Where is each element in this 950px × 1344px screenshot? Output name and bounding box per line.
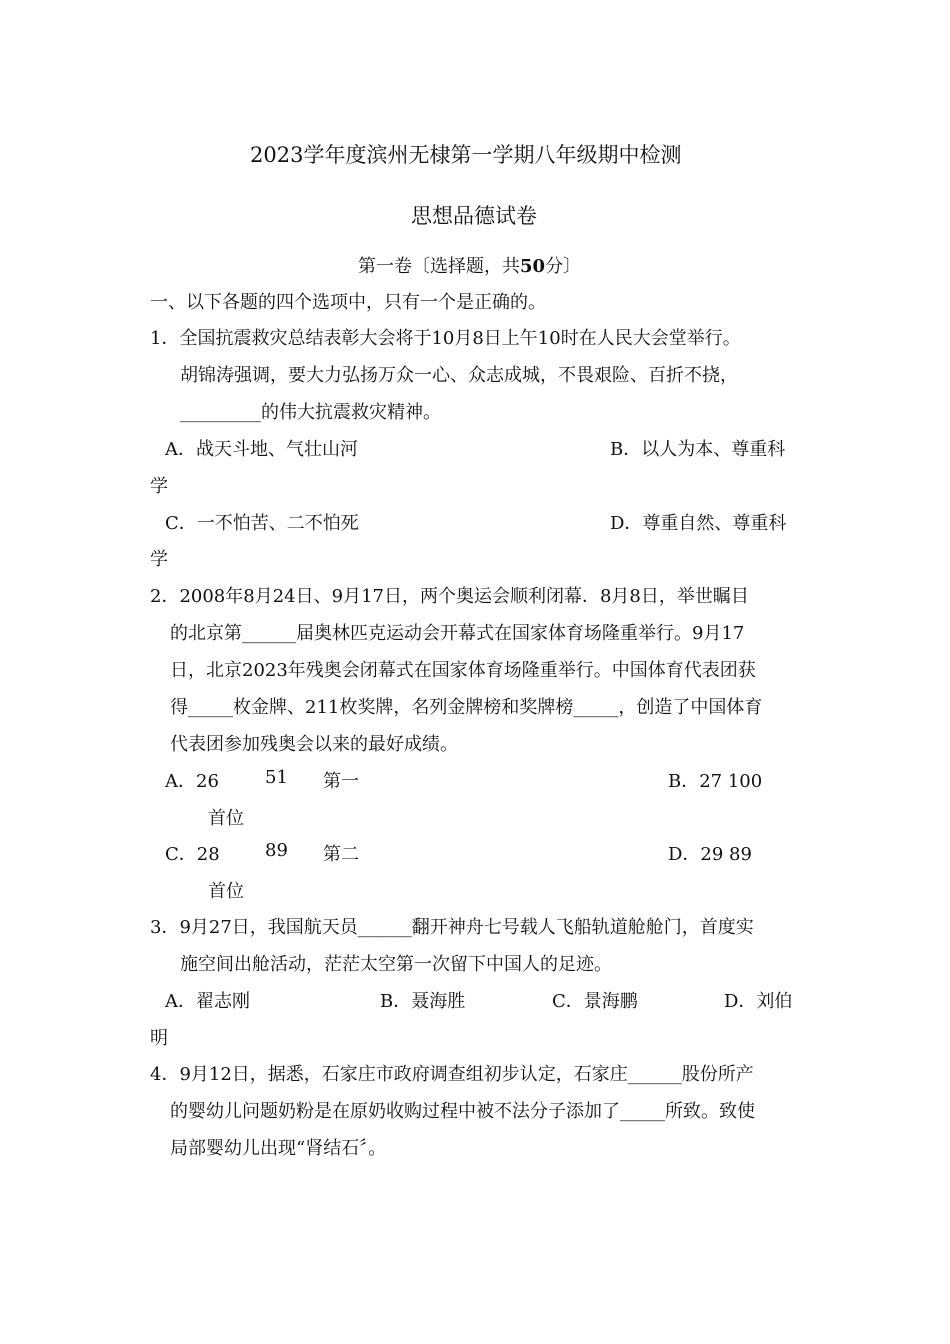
q2-line-5: 代表团参加残奥会以来的最好成绩。 [170,734,458,755]
q2-line-3: 日，北京2023年残奥会闭幕式在国家体育场隆重举行。中国体育代表团获 [170,660,756,681]
q2-line-4: 得_____枚金牌、211枚奖牌，名列金牌榜和奖牌榜_____，创造了中国体育 [170,697,763,718]
q4-line-2: 的婴幼儿问题奶粉是在原奶收购过程中被不法分子添加了_____所致。致使 [170,1101,755,1122]
q2-option-a-label: A．26 [165,771,219,792]
q3-line-1: 3．9月27日，我国航天员______翻开神舟七号载人飞船轨道舱舱门，首度实 [150,917,754,938]
q3-option-b: B．聂海胜 [380,991,466,1012]
q2-option-b-wrap: 首位 [208,808,244,829]
q2-option-c-label: C．28 [165,844,220,865]
q2-option-d: D．29 89 [668,844,752,865]
q4-line-1: 4．9月12日，据悉，石家庄市政府调查组初步认定，石家庄______股份所产 [150,1064,754,1085]
q1-option-d: D．尊重自然、尊重科 [610,513,787,534]
q1-option-a: A．战天斗地、气壮山河 [165,439,358,460]
q3-option-a: A．翟志刚 [165,991,250,1012]
section-heading-prefix: 第一卷〔选择题，共 [358,256,520,277]
exam-title: 2023学年度滨州无棣第一学期八年级期中检测 [250,143,682,167]
q1-option-c: C．一不怕苦、二不怕死 [165,513,359,534]
q3-option-d-wrap: 明 [150,1028,168,1049]
q3-option-d: D．刘伯 [724,991,793,1012]
q3-line-2: 施空间出舱活动，茫茫太空第一次留下中国人的足迹。 [180,954,612,975]
q2-option-c-value-2: 89 [265,840,288,861]
q4-line-3: 局部婴幼儿出现“肾结石〞。 [170,1138,387,1159]
q1-line-1: 1．全国抗震救灾总结表彰大会将于10月8日上午10时在人民大会堂举行。 [150,328,741,349]
instruction-text: 一、以下各题的四个选项中，只有一个是正确的。 [150,292,546,313]
q2-option-c-value-3: 第二 [323,844,359,865]
section-points: 50 [520,256,546,277]
q1-option-b: B．以人为本、尊重科 [610,439,786,460]
q1-option-d-wrap: 学 [150,549,168,570]
q1-line-3: _________的伟大抗震救灾精神。 [180,402,441,423]
q1-line-2: 胡锦涛强调，要大力弘扬万众一心、众志成城，不畏艰险、百折不挠， [180,365,738,386]
q3-option-c: C．景海鹏 [552,991,638,1012]
section-heading-suffix: 分〕 [545,256,582,277]
q2-line-1: 2．2008年8月24日、9月17日，两个奥运会顺利闭幕．8月8日，举世瞩目 [150,586,749,607]
q2-option-a-value-3: 第一 [323,771,359,792]
q2-line-2: 的北京第______届奥林匹克运动会开幕式在国家体育场隆重举行。9月17 [170,623,745,644]
q2-option-b: B．27 100 [668,771,763,792]
q1-option-b-wrap: 学 [150,476,168,497]
section-heading [358,252,581,278]
exam-subtitle: 思想品德试卷 [411,204,537,228]
q2-option-a-value-2: 51 [265,767,288,788]
q2-option-d-wrap: 首位 [208,881,244,902]
